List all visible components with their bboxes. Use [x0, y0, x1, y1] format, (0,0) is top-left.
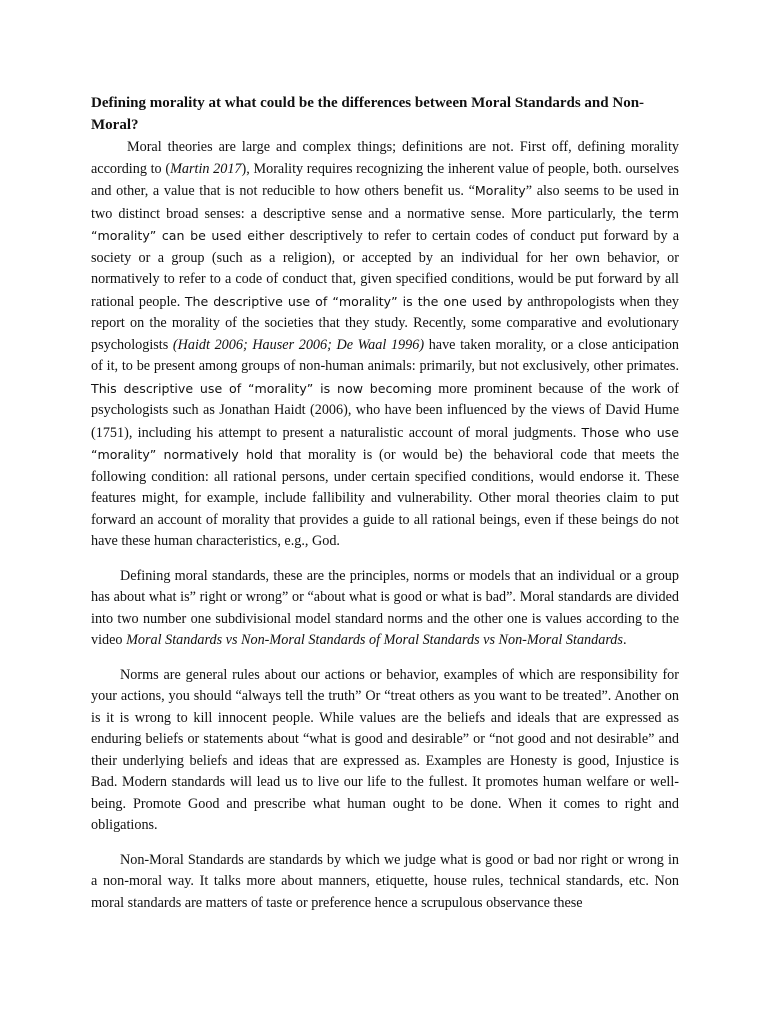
paragraph-non-moral-standards: Non-Moral Standards are standards by which we judge what is good or bad nor right or wrong in a non-moral way. It talks more about manners, etiquette, house rules, technical standards, etc. Non moral standards are matters of taste or preference hence a scrupulous observance these	[91, 851, 679, 911]
p1-text-b: ), Morality requires recognizing the inherent value of people, both. ourselves and other, a value that is not reducible to how others benefit us. “	[91, 160, 679, 199]
p1-handwritten-morality: Morality	[474, 183, 526, 198]
p1-handwritten-normatively: Those who use “morality” normatively hold	[91, 424, 679, 462]
paragraph-moral-standards	[91, 566, 679, 652]
p1-text-e: anthropologists when they report on the morality of the societies that they study. Recently, some comparative and evolutionary psychologists	[91, 293, 680, 353]
p1-handwritten-descriptive-use: The descriptive use of “morality” is the one used by	[184, 293, 523, 309]
video-title: Moral Standards vs Non-Moral Standards of Moral Standards vs Non-Moral Standards	[126, 632, 623, 648]
citation-haidt-hauser-dewaal: (Haidt 2006; Hauser 2006; De Waal 1996)	[172, 336, 425, 353]
p1-text-f: have taken morality, or a close anticipation of it, to be present among groups of non-human animals: primarily, but not exclusively, other primates.	[91, 336, 679, 374]
p1-handwritten-term: the term “morality” can be used either	[91, 205, 679, 243]
p1-text-h: that morality is (or would be) the behavioral code that meets the following condition: all rational persons, under certain specified conditions, would endorse it. These features might, for example, include fallibility and vulnerability. Other moral theories claim to put forward an account of morality that provides a guide to all rational beings, even if these beings do not have these human characteristics, e.g., God.	[91, 447, 679, 549]
document-body	[91, 93, 679, 927]
document-title: Defining morality at what could be the differences between Moral Standards and Non-Moral?	[91, 95, 645, 133]
citation-martin: Martin 2017	[170, 160, 242, 177]
p2-text-b: .	[622, 632, 627, 648]
paragraph-norms-values: Norms are general rules about our actions or behavior, examples of which are responsibility for your actions, you should “always tell the truth” Or “treat others as you want to be treated”. Another on is it is wrong to kill innocent people. While values are the beliefs and ideals that are expressed as enduring beliefs or statements about “what is good and desirable” or “not good and not desirable” and their underlying beliefs and ideas that are expressed as. Examples are Honesty is good, Injustice is Bad. Modern standards will lead us to live our life to the fullest. It promotes human welfare or well-being. Promote Good and prescribe what human ought to be done. When it comes to right and obligations.	[91, 666, 679, 833]
p1-text-c: ” also seems to be used in two distinct broad senses: a descriptive sense and a normative sense. More particularly,	[91, 183, 679, 222]
p1-handwritten-becoming: This descriptive use of “morality” is now becoming	[91, 380, 432, 396]
p2-text-a: Defining moral standards, these are the principles, norms or models that an individual or a group has about what is” right or wrong” or “about what is good or what is bad”. Moral standards are divided into two number one subdivisional model standard norms and the other one is values according to the video	[91, 567, 679, 648]
p1-text-a: Moral theories are large and complex things; definitions are not. First off, defining morality according to (	[91, 139, 679, 177]
p1-text-g: more prominent because of the work of psychologists such as Jonathan Haidt (2006), who have been influenced by the views of David Hume (1751), including his attempt to present a naturalistic account of moral judgments.	[91, 380, 679, 441]
paragraph-morality-definition	[91, 137, 679, 553]
p1-text-d: descriptively to refer to certain codes of conduct put forward by a society or a group (such as a religion), or accepted by an individual for her own behavior, or normatively to refer to a code of conduct that, given specified conditions, would be put forward by all rational people.	[91, 228, 679, 310]
